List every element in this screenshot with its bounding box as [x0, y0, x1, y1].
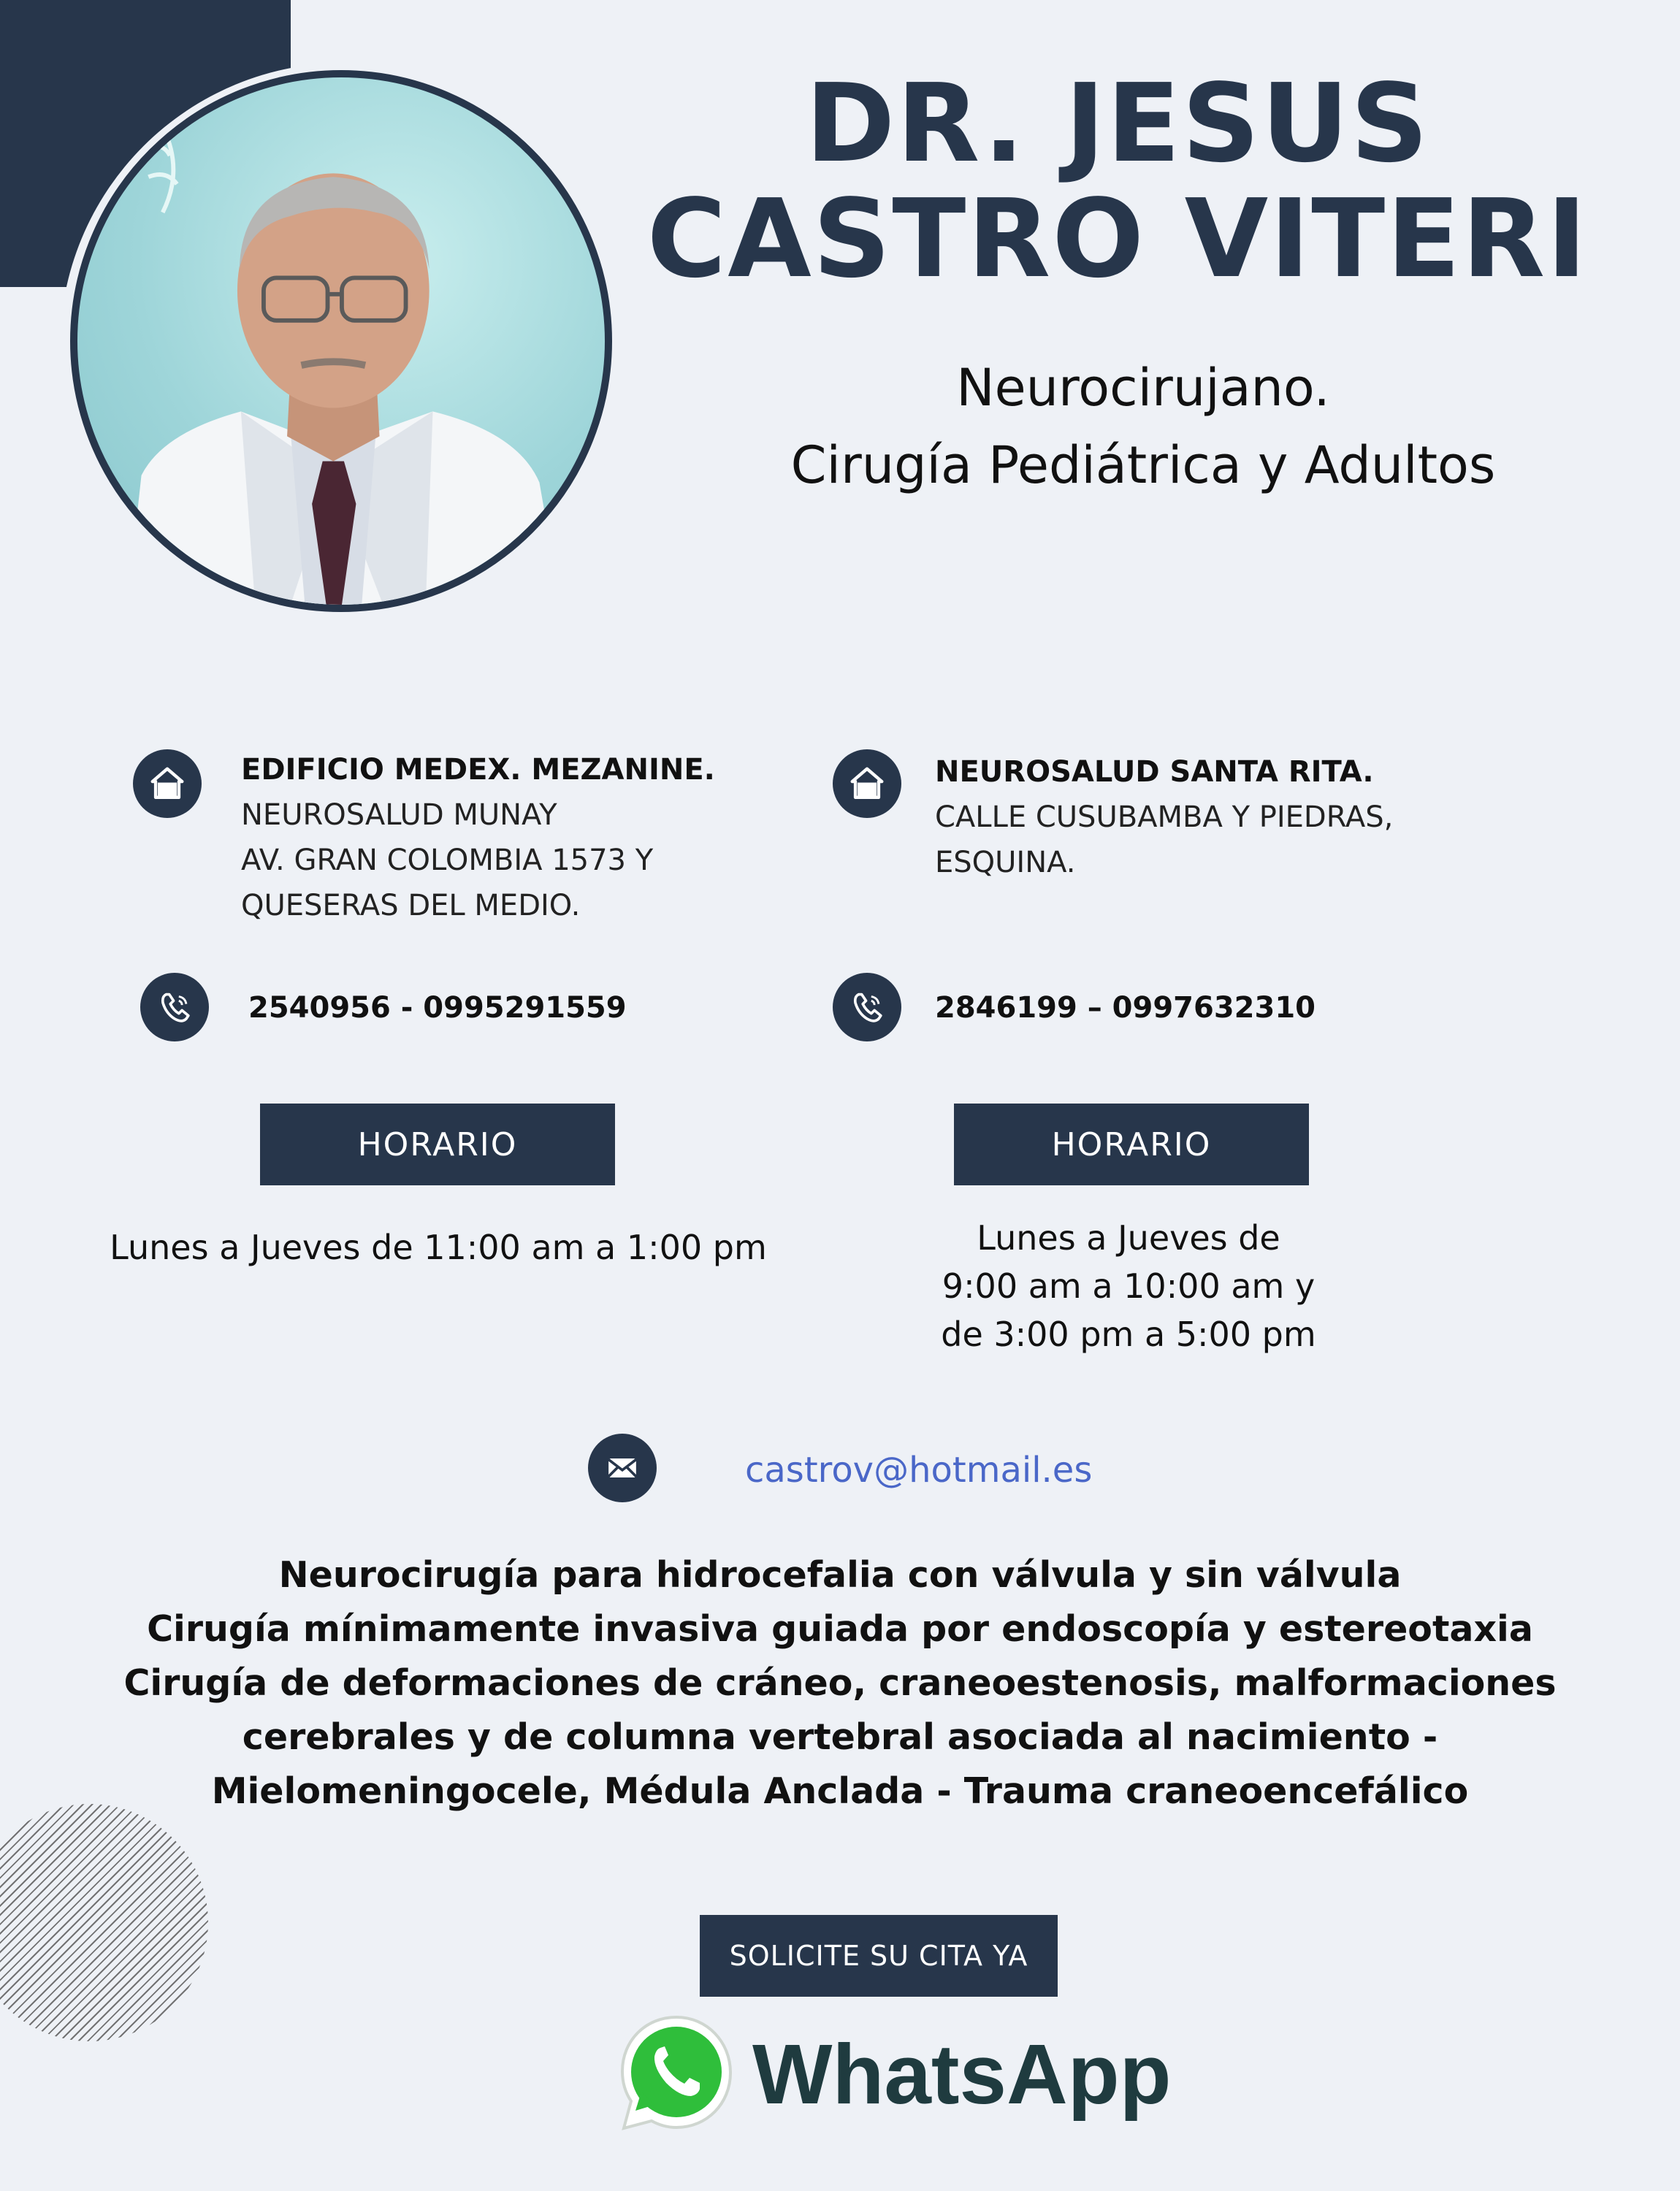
location-2-address-line-1: CALLE CUSUBAMBA Y PIEDRAS,: [935, 800, 1394, 834]
request-appointment-button[interactable]: SOLICITE SU CITA YA: [700, 1915, 1058, 1997]
envelope-icon: [588, 1434, 657, 1502]
service-line-2: Cirugía mínimamente invasiva guiada por endoscopía y estereotaxia: [147, 1608, 1533, 1650]
doctor-name: [643, 61, 1592, 302]
location-2-schedule: [803, 1214, 1454, 1358]
email-link[interactable]: castrov@hotmail.es: [745, 1450, 1093, 1491]
doctor-portrait: [70, 70, 612, 612]
location-1-address: [241, 747, 796, 928]
doctor-specialty: [701, 349, 1585, 504]
service-line-4: cerebrales y de columna vertebral asociada al nacimiento -: [242, 1716, 1438, 1758]
phone-icon: [833, 973, 901, 1041]
doctor-name-line-1: DR. JESUS: [805, 61, 1430, 186]
location-1-schedule-line-1: Lunes a Jueves de 11:00 am a 1:00 pm: [110, 1228, 767, 1267]
whatsapp-logo-icon[interactable]: [614, 2010, 739, 2135]
location-1-title: EDIFICIO MEDEX. MEZANINE.: [241, 753, 715, 787]
location-2-address-line-2: ESQUINA.: [935, 846, 1076, 879]
location-1-address-line-3: QUESERAS DEL MEDIO.: [241, 889, 581, 922]
doctor-portrait-illustration: [77, 77, 605, 605]
specialty-line-2: Cirugía Pediátrica y Adultos: [790, 435, 1496, 495]
specialty-line-1: Neurocirujano.: [956, 358, 1330, 418]
location-2-schedule-line-3: de 3:00 pm a 5:00 pm: [941, 1315, 1316, 1354]
location-2-phone[interactable]: 2846199 – 0997632310: [935, 991, 1316, 1025]
location-2-address: [935, 749, 1534, 885]
location-1-address-line-2: AV. GRAN COLOMBIA 1573 Y: [241, 844, 654, 877]
location-2-title: NEUROSALUD SANTA RITA.: [935, 755, 1374, 789]
service-line-3: Cirugía de deformaciones de cráneo, craneoestenosis, malformaciones: [123, 1662, 1557, 1704]
location-2-horario-label: HORARIO: [954, 1104, 1309, 1185]
location-2-schedule-line-1: Lunes a Jueves de: [977, 1218, 1280, 1258]
doctor-name-line-2: CASTRO VITERI: [646, 176, 1589, 302]
service-line-5: Mielomeningocele, Médula Anclada - Trauma craneoencefálico: [211, 1770, 1469, 1812]
hatched-circle-decoration: [0, 1804, 208, 2041]
location-2-schedule-line-2: 9:00 am a 10:00 am y: [942, 1266, 1316, 1306]
services-list: [73, 1548, 1607, 1819]
location-1-phone[interactable]: 2540956 - 0995291559: [248, 991, 627, 1025]
service-line-1: Neurocirugía para hidrocefalia con válvula y sin válvula: [278, 1554, 1402, 1596]
location-1-schedule: [88, 1223, 789, 1272]
whatsapp-label[interactable]: WhatsApp: [752, 2027, 1172, 2122]
location-1-address-line-1: NEUROSALUD MUNAY: [241, 798, 557, 832]
home-icon: [133, 749, 202, 818]
home-icon: [833, 749, 901, 818]
phone-icon: [140, 973, 209, 1041]
location-1-horario-label: HORARIO: [260, 1104, 615, 1185]
